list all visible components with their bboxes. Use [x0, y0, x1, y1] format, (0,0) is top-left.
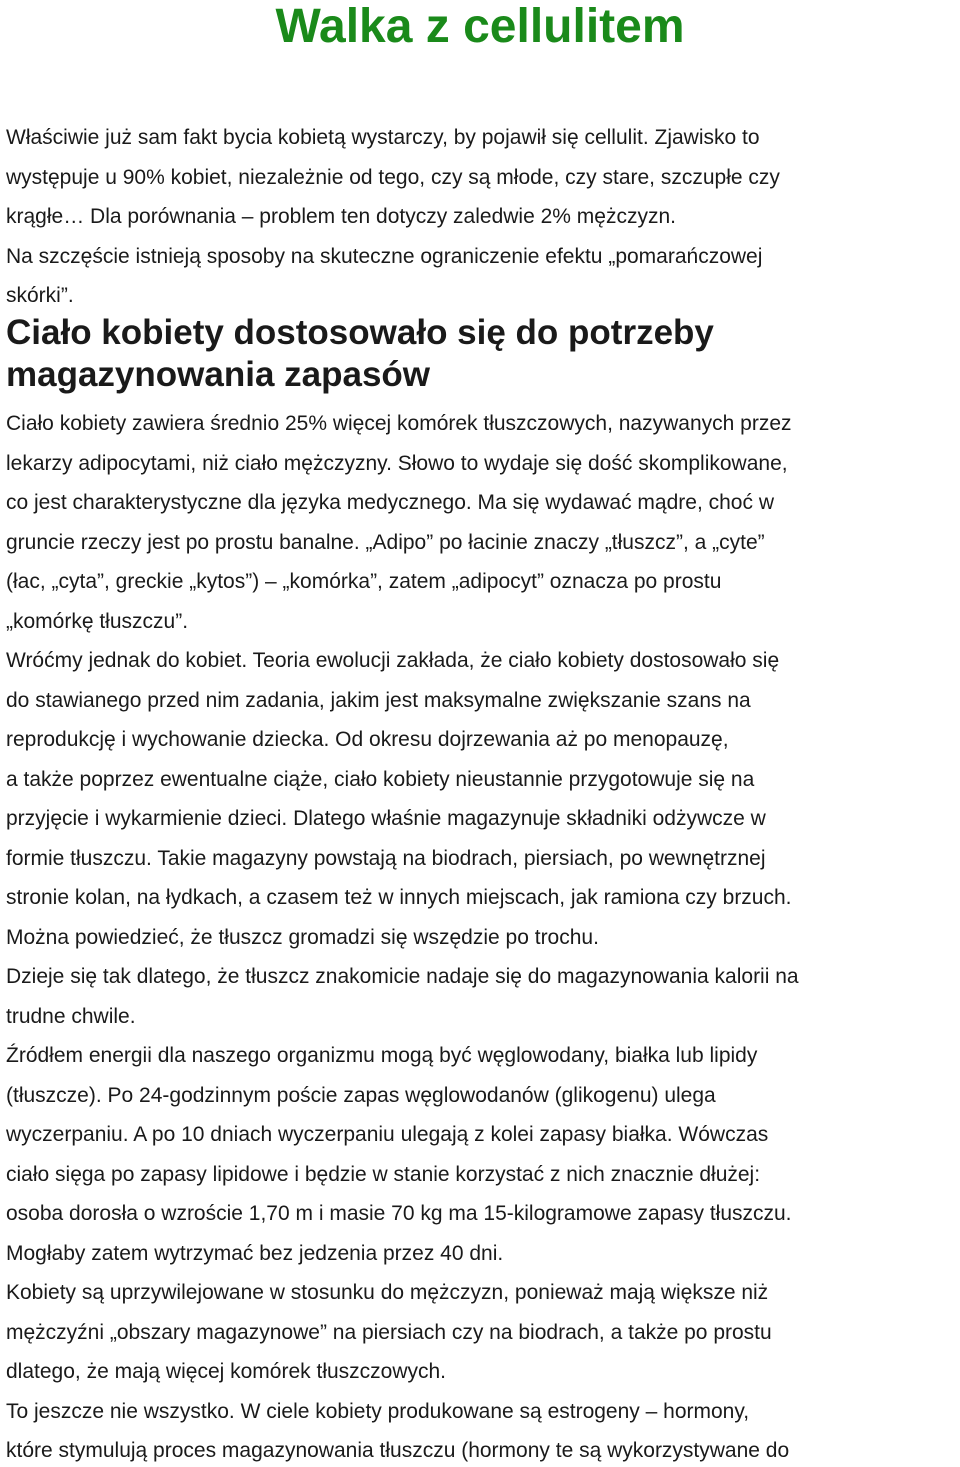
body-line: Mogłaby zatem wytrzymać bez jedzenia przez 40 dni. [6, 1241, 504, 1265]
body-line: które stymulują proces magazynowania tłuszczu (hormony te są wykorzystywane do [6, 1439, 790, 1462]
intro-paragraph [6, 118, 956, 316]
body-line: lekarzy adipocytami, niż ciało mężczyzny. Słowo to wydaje się dość skomplikowane, [6, 451, 788, 475]
intro-line: krągłe… Dla porównania – problem ten dotyczy zaledwie 2% mężczyzn. [6, 205, 676, 229]
body-line: „komórkę tłuszczu”. [6, 609, 189, 633]
intro-line: skórki”. [6, 284, 74, 308]
body-line: (łac, „cyta”, greckie „kytos”) – „komórka”, zatem „adipocyt” oznacza po prostu [6, 570, 722, 593]
body-line: trudne chwile. [6, 1004, 136, 1028]
body-line: przyjęcie i wykarmienie dzieci. Dlatego właśnie magazynuje składniki odżywcze w [6, 807, 766, 830]
body-text [6, 404, 960, 1467]
body-line: Źródłem energii dla naszego organizmu mogą być węglowodany, białka lub lipidy [6, 1044, 758, 1067]
page-title: Walka z cellulitem [275, 0, 685, 53]
body-line: (tłuszcze). Po 24-godzinnym poście zapas węglowodanów (glikogenu) ulega [6, 1083, 716, 1107]
body-line: Ciało kobiety zawiera średnio 25% więcej komórek tłuszczowych, nazywanych przez [6, 412, 792, 435]
body-line: co jest charakterystyczne dla języka medycznego. Ma się wydawać mądre, choć w [6, 491, 774, 514]
body-line: wyczerpaniu. A po 10 dniach wyczerpaniu ulegają z kolei zapasy białka. Wówczas [6, 1123, 769, 1146]
body-line: stronie kolan, na łydkach, a czasem też w innych miejscach, jak ramiona czy brzuch. [6, 886, 792, 909]
section-heading-line: Ciało kobiety dostosowało się do potrzeby [6, 313, 714, 352]
section-heading-line: magazynowania zapasów [6, 355, 431, 394]
body-line: formie tłuszczu. Takie magazyny powstają na biodrach, piersiach, po wewnętrznej [6, 846, 766, 870]
section-heading [6, 312, 956, 396]
intro-line: Na szczęście istnieją sposoby na skuteczne ograniczenie efektu „pomarańczowej [6, 244, 763, 268]
body-line: Można powiedzieć, że tłuszcz gromadzi się wszędzie po trochu. [6, 925, 599, 949]
body-line: dlatego, że mają więcej komórek tłuszczowych. [6, 1360, 447, 1383]
body-line: Kobiety są uprzywilejowane w stosunku do mężczyzn, ponieważ mają większe niż [6, 1281, 769, 1304]
body-line: do stawianego przed nim zadania, jakim jest maksymalne zwiększanie szans na [6, 688, 751, 712]
intro-line: występuje u 90% kobiet, niezależnie od tego, czy są młode, czy stare, szczupłe czy [6, 165, 780, 189]
body-line: Wróćmy jednak do kobiet. Teoria ewolucji zakłada, że ciało kobiety dostosowało się [6, 649, 780, 672]
body-line: ciało sięga po zapasy lipidowe i będzie w stanie korzystać z nich znacznie dłużej: [6, 1162, 761, 1186]
intro-line: Właściwie już sam fakt bycia kobietą wystarczy, by pojawił się cellulit. Zjawisko to [6, 126, 760, 149]
body-line: gruncie rzeczy jest po prostu banalne. „Adipo” po łacinie znaczy „tłuszcz”, a „cyte” [6, 530, 765, 554]
body-line: reprodukcję i wychowanie dziecka. Od okresu dojrzewania aż po menopauzę, [6, 728, 729, 751]
body-line: a także poprzez ewentualne ciąże, ciało kobiety nieustannie przygotowuje się na [6, 767, 755, 791]
body-line: To jeszcze nie wszystko. W ciele kobiety produkowane są estrogeny – hormony, [6, 1399, 750, 1423]
body-line: Dzieje się tak dlatego, że tłuszcz znakomicie nadaje się do magazynowania kalorii na [6, 965, 799, 988]
body-line: osoba dorosła o wzroście 1,70 m i masie 70 kg ma 15-kilogramowe zapasy tłuszczu. [6, 1202, 792, 1225]
body-line: mężczyźni „obszary magazynowe” na piersiach czy na biodrach, a także po prostu [6, 1320, 772, 1344]
